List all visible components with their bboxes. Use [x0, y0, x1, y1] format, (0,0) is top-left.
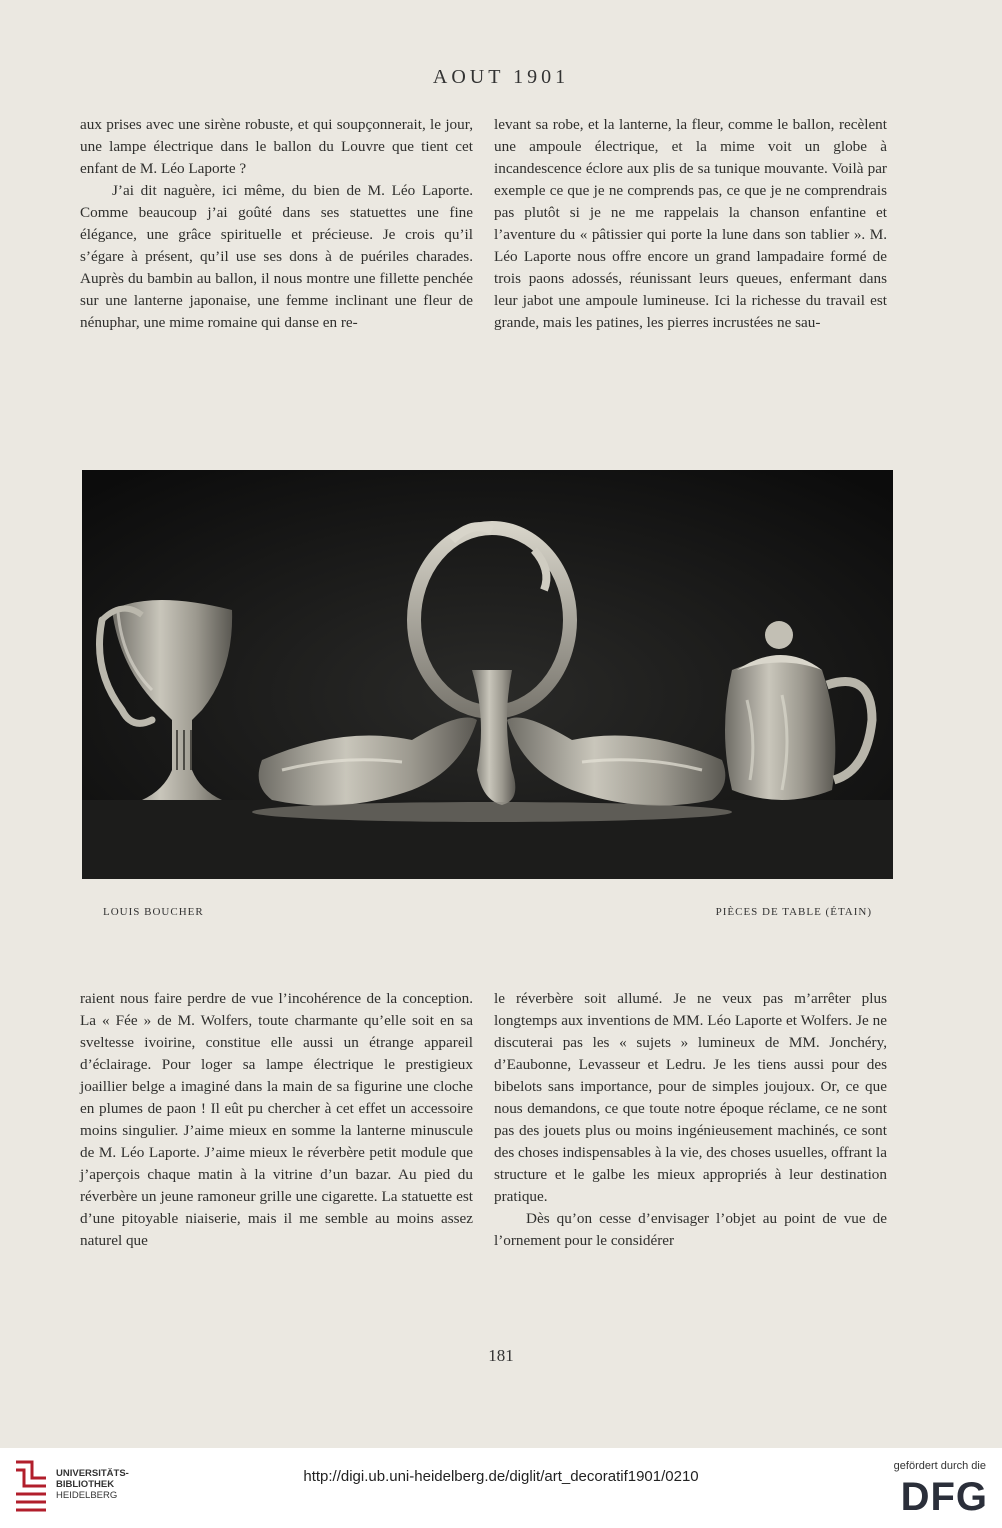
page-number: 181 [488, 1346, 514, 1365]
university-library-logo-icon [12, 1458, 50, 1516]
paragraph: aux prises avec une sirène robuste, et qui soupçonnerait, le jour, une lampe électrique dans le ballon du Louvre que tient cet enfant de M. Léo Laporte ? [80, 116, 473, 177]
source-url-link[interactable]: http://digi.ub.uni-heidelberg.de/diglit/art_decoratif1901/0210 [303, 1468, 699, 1485]
paragraph: J’ai dit naguère, ici même, du bien de M. Léo Laporte. Comme beaucoup j’ai goûté dans ses statuettes une fine élégance, une grâce spirituelle et précieuse. Je crois qu’il s’égare à présent, qu’il use ses dons à de puériles charades. Auprès du bambin au ballon, il nous montre une fillette penchée sur une lanterne japonaise, une femme inclinant une fleur de nénuphar, une mime romaine qui danse en re- [80, 182, 473, 331]
caption-photographer: LOUIS BOUCHER [103, 906, 204, 918]
column-bottom-left [80, 988, 473, 1252]
figure-photograph [82, 470, 893, 879]
pewter-table-pieces-image [82, 470, 893, 879]
digitization-footer [0, 1448, 1002, 1528]
paragraph: raient nous faire perdre de vue l’incohérence de la conception. La « Fée » de M. Wolfers, toute charmante qu’elle soit en sa sveltesse ivoirine, constitue elle aussi un étrange appareil d’éclairage. Pour loger sa lampe électrique le prestigieux joaillier belge a imaginé dans la main de sa figurine une cloche en plumes de paon ! Il eût pu chercher à cet effet un accessoire moins singulier. J’aime mieux en somme la lanterne minuscule de M. Léo Laporte. J’aime mieux le réverbère petit module que j’aperçois chaque matin à la vitrine d’un bazar. Au pied du réverbère un jeune ramoneur grille une cigarette. La statuette est d’une pitoyable niaiserie, mais il me semble au moins assez naturel que [80, 990, 473, 1249]
sponsor-label: gefördert durch die [893, 1460, 986, 1472]
library-name: UNIVERSITÄTS- BIBLIOTHEK HEIDELBERG [56, 1468, 129, 1501]
caption-title: PIÈCES DE TABLE (ÉTAIN) [715, 906, 872, 918]
column-top-left [80, 114, 473, 334]
dfg-logo: DFG [900, 1475, 988, 1519]
paragraph: le réverbère soit allumé. Je ne veux pas m’arrêter plus longtemps aux inventions de MM. Léo Laporte et Wolfers. Je ne discuterai pas les « sujets » lumineux de MM. Jonchéry, d’Eaubonne, Levasseur et Ledru. Je les tiens aussi pour des bibelots sans importance, pour de simples joujoux. Or, ce que nous demandons, ce que toute notre époque réclame, ce ne sont pas des jouets plus ou moins ingénieusement machinés, ce sont des choses indispensables à la vie, des choses usuelles, offrant la structure et le galbe les mieux appropriés à leur destination pratique. [494, 990, 887, 1205]
paragraph: levant sa robe, et la lanterne, la fleur, comme le ballon, recèlent une ampoule électrique, et la mime voit un globe à incandescence éclore aux plis de sa tunique mouvante. Voilà par exemple ce que je ne comprends pas, ce que je ne comprendrais pas plutôt si je ne me rappelais la chanson enfantine et l’aventure du « pâtissier qui porte la lune dans son tablier ». M. Léo Laporte nous offre encore un grand lampadaire formé de trois paons adossés, réunissant leurs queues, enfermant dans leur jabot une ampoule lumineuse. Ici la richesse du travail est grande, mais les patines, les pierres incrustées ne sau- [494, 116, 887, 331]
paragraph: Dès qu’on cesse d’envisager l’objet au point de vue de l’ornement pour le considérer [494, 1210, 887, 1249]
running-head: AOUT 1901 [432, 66, 570, 88]
column-top-right [494, 114, 887, 334]
column-bottom-right [494, 988, 887, 1252]
